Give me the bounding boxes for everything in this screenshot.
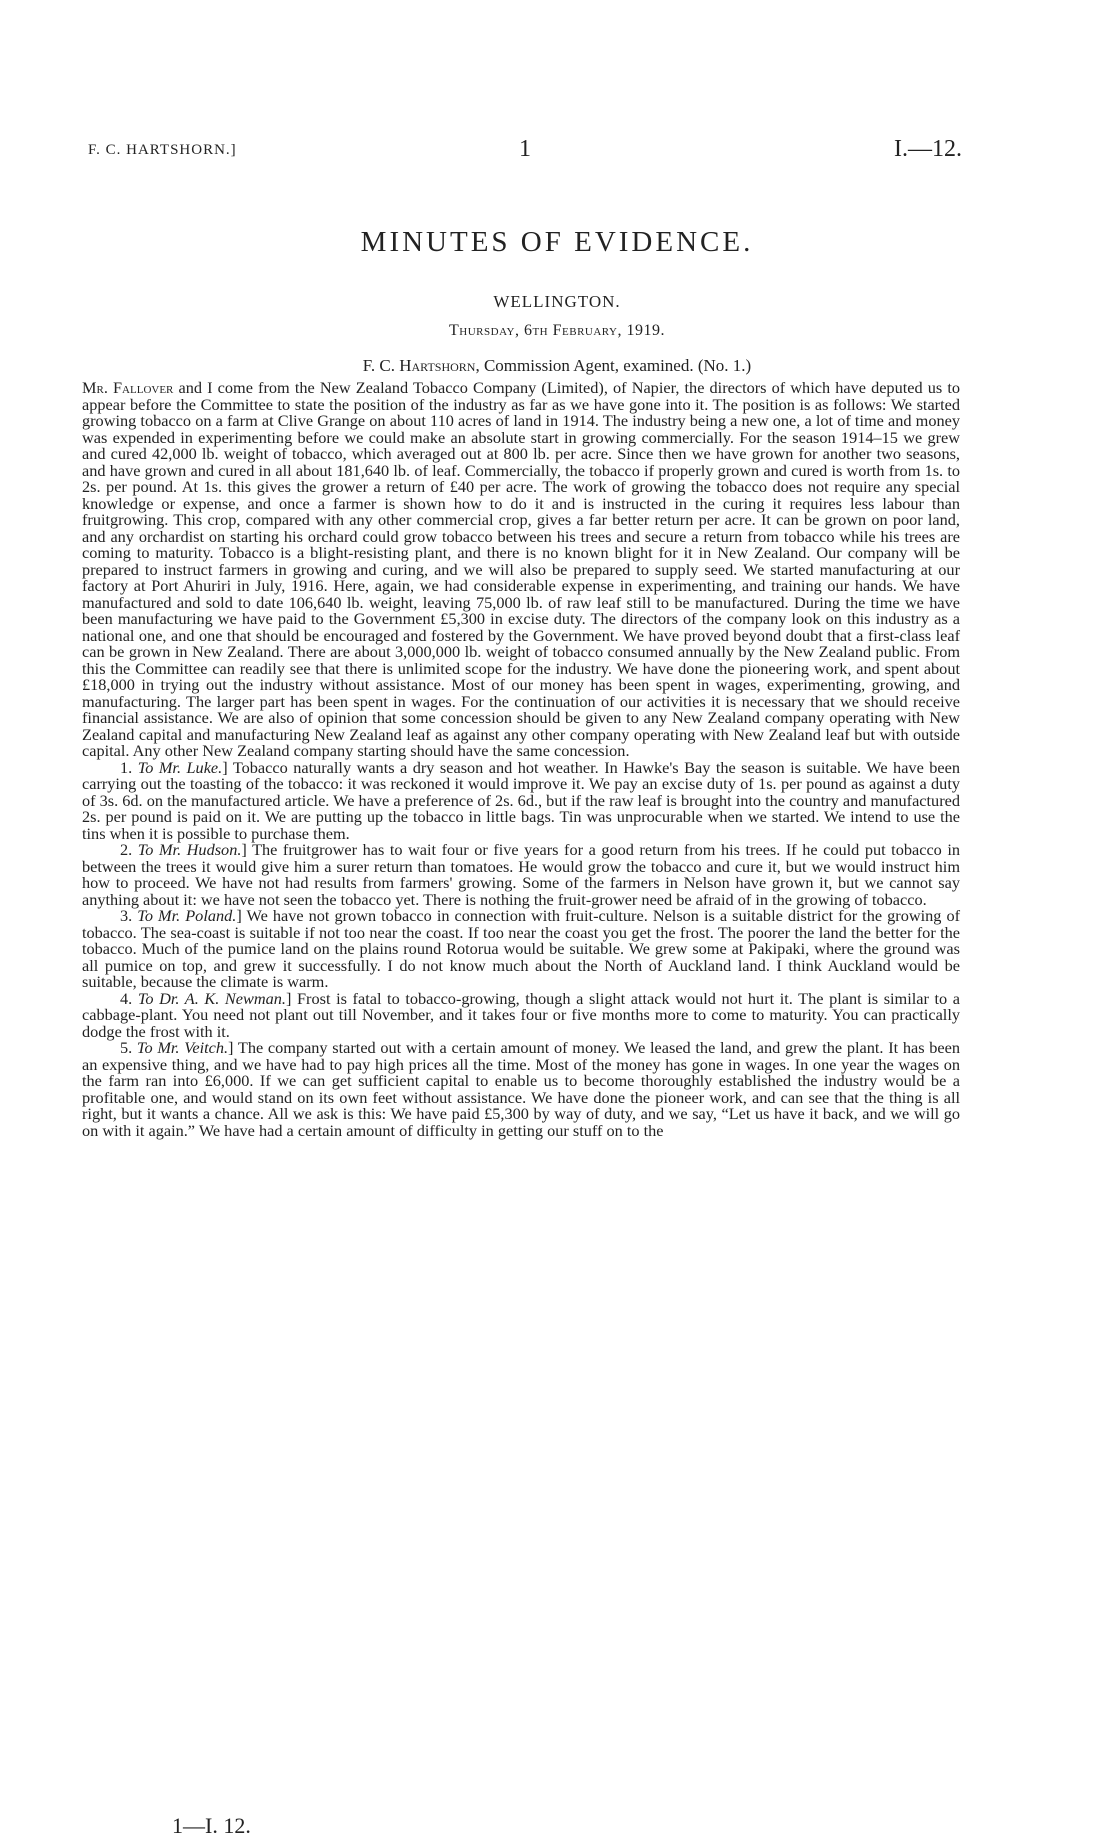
answer-number: 2. [120,840,138,859]
answer-questioner: To Mr. Veitch. [136,1038,229,1057]
opening-statement [82,380,960,760]
opening-text: and I come from the New Zealand Tobacco Company (Limited), of Napier, the directors of which have deputed us to appear before the Committee to state the position of the industry as far as we have gone into it. The position is as follows: We started growing tobacco on a farm at Clive Grange on about 110 acres of land in 1914. The industry being a new one, a lot of time and money was expended in experimenting before we could make an absolute start in growing commercially. For the season 1914–15 we grew and cured 42,000 lb. weight of tobacco, which averaged out at 800 lb. per acre. Since then we have grown for another two seasons, and have grown and cured in all about 181,640 lb. of leaf. Commercially, the tobacco if properly grown and cured is worth from 1s. to 2s. per pound. At 1s. this gives the grower a return of £40 per acre. The work of growing the tobacco does not require any special knowledge or expense, and once a farmer is shown how to do it and is instructed in the curing it requires less labour than fruitgrowing. This crop, compared with any other commercial crop, gives a far better return per acre. It can be grown on poor land, and any orchardist on starting his orchard could grow tobacco between his trees and secure a return from tobacco while his trees are coming to maturity. Tobacco is a blight-resisting plant, and there is no known blight for it in New Zealand. Our company will be prepared to instruct farmers in growing and curing, and we will also be prepared to supply seed. We started manufacturing at our factory at Port Ahuriri in July, 1916. Here, again, we had considerable expense in experimenting, and training our hands. We have manufactured and sold to date 106,640 lb. weight, leaving 75,000 lb. of raw leaf still to be manufactured. During the time we have been manufacturing we have paid to the Government £5,300 in excise duty. The directors of the company look on this industry as a national one, and one that should be encouraged and fostered by the Government. We have proved beyond doubt that a first-class leaf can be grown in New Zealand. There are about 3,000,000 lb. weight of tobacco consumed annually by the New Zealand public. From this the Committee can readily see that there is unlimited scope for the industry. We have done the pioneering work, and spent about £18,000 in trying out the industry without assistance. Most of our money has been spent in wages, experimenting, growing, and manufacturing. The larger part has been spent in wages. For the continuation of our activities it is necessary that we should receive financial assistance. We are also of opinion that some concession should be given to any New Zealand company operating with New Zealand capital and manufacturing New Zealand leaf as against any other company operating with New Zealand leaf but with outside capital. Any other New Zealand company starting should have the same concession. [82,378,960,760]
answer-paragraph [82,988,961,1041]
answer-paragraph [82,757,961,843]
place-heading: WELLINGTON. [493,292,621,311]
document-title: MINUTES OF EVIDENCE. [360,226,754,258]
answer-text: ] We have not grown tobacco in connection with fruit-culture. Nelson is a suitable district for the growing of tobacco. The sea-coast is suitable if not too near the coast. If too near the coast you get the frost. The poorer the land the better for the tobacco. Much of the pumice land on the plains round Rotorua would be suitable. We grew some at Pakipaki, where the ground was all pumice on top, and grew it successfully. I do not know much about the North of Auckland land. I think Auckland would be suitable, because the climate is warm. [82,906,961,991]
opening-lead: Mr. Fallover [82,378,174,397]
answer-paragraph [82,1040,960,1139]
answer-paragraph [82,908,960,991]
answer-paragraph [82,842,960,908]
answer-text: ] Tobacco naturally wants a dry season and hot weather. In Hawke's Bay the season is suitable. We have been carrying out the toasting of the tobacco: it was reckoned it would improve it. We pay an excise duty of 1s. per pound as against a duty of 3s. 6d. on the manufactured article. We have a preference of 2s. 6d., but if the raw leaf is brought into the country and manufactured 2s. per pound is paid on it. We are putting up the tobacco in little bags. Tin was unprocurable when we started. We intend to use the tins when it is possible to purchase them. [82,757,961,843]
signature-mark: 1—I. 12. [172,1813,251,1838]
paper-reference: I.—12. [894,136,962,162]
answer-questioner: To Mr. Luke. [137,757,223,777]
running-head [88,136,962,166]
witness-description: Commission Agent, examined. (No. 1.) [479,356,752,375]
answer-number: 4. [120,988,138,1008]
answer-number: 5. [120,1038,137,1057]
answer-questioner: To Mr. Poland. [137,906,237,925]
witness-heading [0,356,1114,376]
answer-number: 3. [120,906,138,925]
answer-questioner: To Mr. Hudson. [137,840,242,859]
witness-name: F. C. Hartshorn, [362,356,480,375]
answer-text: ] The company started out with a certain amount of money. We leased the land, and grew the plant. It has been an expensive thing, and we have had to pay high prices all the time. Most of the money has gone in wages. In one year the wages on the farm ran into £6,000. If we can get sufficient capital to enable us to become thoroughly established the industry would be a profitable one, and would stand on its own feet without assistance. We have done the pioneer work, and can see that the thing is all right, but it wants a chance. All we ask is this: We have paid £5,300 by way of duty, and we say, “Let us have it back, and we will go on with it again.” We have had a certain amount of difficulty in getting our stuff on to the [82,1038,960,1140]
answer-text: ] Frost is fatal to tobacco-growing, though a slight attack would not hurt it. The plant is similar to a cabbage-plant. You need not plant out till November, and it takes four or five months more to come to maturity. You can practically dodge the frost with it. [82,988,961,1041]
answer-questioner: To Dr. A. K. Newman. [137,988,286,1008]
evidence-body [82,380,960,1139]
answer-number: 1. [120,757,138,777]
answer-text: ] The fruitgrower has to wait four or five years for a good return from his trees. If he could put tobacco in between the trees it would give him a surer return than tomatoes. He would grow the tobacco and cure it, but we would instruct him how to proceed. We have not had results from farmers' growing. Some of the farmers in Nelson have grown it, but we cannot say anything about it: we have not seen the tobacco yet. There is nothing the fruit-grower need be afraid of in the growing of tobacco. [82,840,961,909]
date-heading: Thursday, 6th February, 1919. [449,322,665,339]
page-number: 1 [519,136,531,162]
header-witness-name: F. C. HARTSHORN.] [88,142,237,158]
